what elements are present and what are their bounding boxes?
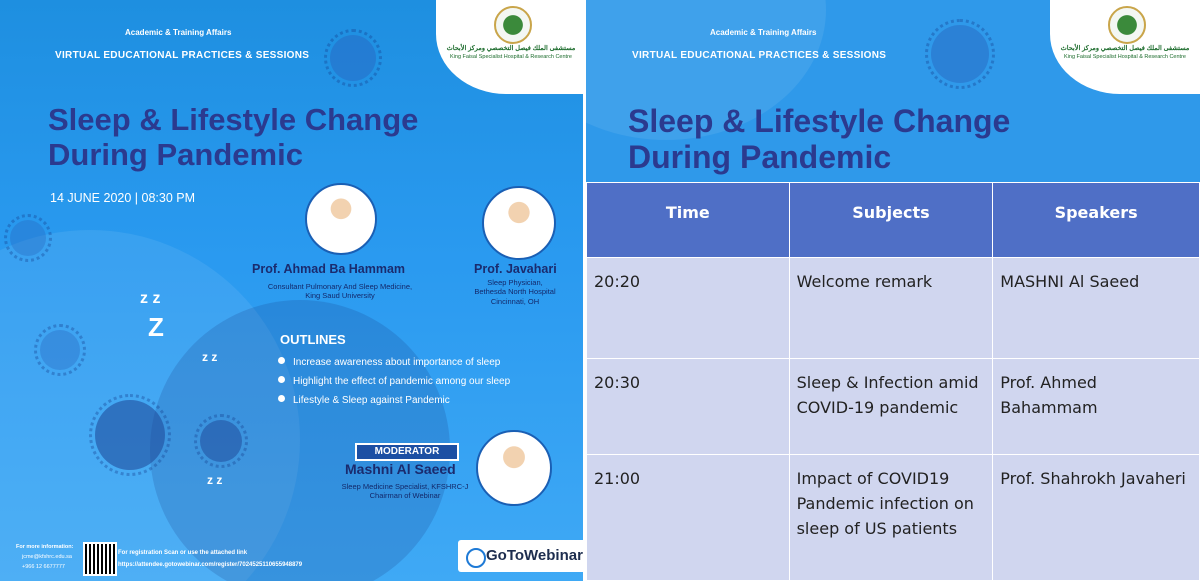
speaker-desc: [240, 282, 440, 301]
virus-icon: [931, 25, 989, 83]
table-row: [587, 258, 1200, 359]
event-date: 14 JUNE 2020 | 08:30 PM: [50, 191, 195, 205]
logo-english-text: King Faisal Specialist Hospital & Research Centre: [1064, 54, 1186, 60]
speaker-name: Prof. Javahari: [474, 262, 557, 276]
speaker-photo-avatar: [305, 183, 377, 255]
table-row: [587, 359, 1200, 455]
outline-item: [278, 376, 510, 387]
moderator-photo-avatar: [476, 430, 552, 506]
sleep-z-icon: z z: [202, 350, 218, 364]
palm-emblem-icon: [1108, 6, 1146, 44]
sleep-z-icon: z z: [140, 290, 161, 307]
logo-arabic-text: مستشفى الملك فيصل التخصصي ومركز الأبحاث: [446, 45, 576, 52]
moderator-desc-line: Chairman of Webinar: [369, 491, 441, 501]
bullet-icon: [278, 357, 285, 364]
speaker-desc-line: Cincinnati, OH: [490, 296, 540, 306]
virus-icon: [330, 35, 376, 81]
column-header-subjects: Subjects: [789, 183, 993, 258]
sleep-z-icon: Z: [148, 312, 164, 342]
registration-note: For registration Scan or use the attached link: [118, 550, 248, 556]
poster-title-line2: During Pandemic: [48, 137, 303, 172]
speaker-cell: MASHNI Al Saeed: [993, 258, 1200, 359]
speaker-desc-line: Bethesda North Hospital: [474, 287, 556, 297]
poster-footer: [8, 540, 583, 578]
moderator-name: Mashni Al Saeed: [345, 461, 456, 477]
moderator-badge: MODERATOR: [355, 443, 459, 461]
registration-qr-code[interactable]: [83, 542, 117, 576]
series-label: VIRTUAL EDUCATIONAL PRACTICES & SESSIONS: [55, 50, 310, 61]
subject-cell: Impact of COVID19 Pandemic infection on sleep of US patients: [789, 455, 993, 581]
logo-english-text: King Faisal Specialist Hospital & Research Centre: [450, 54, 572, 60]
palm-emblem-icon: [494, 6, 532, 44]
virus-icon: [200, 420, 242, 462]
time-cell: 20:30: [587, 359, 790, 455]
outlines-heading: OUTLINES: [280, 332, 346, 347]
hospital-logo: [1050, 0, 1200, 94]
schedule-table: [586, 182, 1200, 581]
logo-arabic-text: مستشفى الملك فيصل التخصصي ومركز الأبحاث: [1060, 45, 1190, 52]
column-header-time: Time: [587, 183, 790, 258]
speaker-desc-line: Sleep Physician,: [487, 278, 543, 287]
outline-text: Highlight the effect of pandemic among our sleep: [293, 376, 511, 387]
table-row: [587, 455, 1200, 581]
sleep-z-icon: z z: [207, 473, 223, 487]
speaker-photo-avatar: [482, 186, 556, 260]
outline-item: [278, 357, 500, 368]
outline-text: Lifestyle & Sleep against Pandemic: [293, 395, 450, 406]
org-label: Academic & Training Affairs: [125, 28, 232, 37]
column-header-speakers: Speakers: [993, 183, 1200, 258]
schedule-poster: [586, 0, 1200, 581]
speaker-cell: Prof. Ahmed Bahammam: [993, 359, 1200, 455]
bullet-icon: [278, 395, 285, 402]
speaker-desc-line: Consultant Pulmonary And Sleep Medicine,: [267, 282, 413, 291]
registration-link[interactable]: https://attendee.gotowebinar.com/register/7024525110655948879: [118, 562, 303, 568]
email-text[interactable]: jcme@kfshrc.edu.sa: [22, 554, 72, 560]
speaker-name: Prof. Ahmad Ba Hammam: [252, 262, 406, 276]
virus-icon: [95, 400, 165, 470]
schedule-title-line2: During Pandemic: [628, 139, 892, 175]
bullet-icon: [278, 376, 285, 383]
gotowebinar-brand: GoToWebinar: [486, 547, 583, 564]
hospital-logo: [436, 0, 586, 94]
more-info-label: For more information:: [16, 544, 74, 550]
virus-icon: [40, 330, 80, 370]
phone-text: +966 12 6677777: [22, 564, 65, 570]
gotowebinar-flower-icon: [466, 548, 486, 568]
subject-cell: Sleep & Infection amid COVID-19 pandemic: [789, 359, 993, 455]
gotowebinar-logo: [458, 540, 586, 572]
series-label: VIRTUAL EDUCATIONAL PRACTICES & SESSIONS: [632, 50, 887, 61]
outline-text: Increase awareness about importance of sleep: [293, 357, 501, 368]
schedule-title-line1: Sleep & Lifestyle Change: [628, 103, 1011, 139]
table-header-row: [587, 183, 1200, 258]
speaker-desc-line: King Saud University: [305, 291, 375, 301]
outline-item: [278, 395, 450, 406]
virus-icon: [10, 220, 46, 256]
moderator-desc: [335, 482, 475, 501]
moderator-desc-line: Sleep Medicine Specialist, KFSHRC-J: [341, 482, 469, 491]
speaker-desc: [450, 278, 580, 306]
time-cell: 20:20: [587, 258, 790, 359]
poster-title-line1: Sleep & Lifestyle Change: [48, 102, 419, 137]
org-label: Academic & Training Affairs: [710, 28, 817, 37]
subject-cell: Welcome remark: [789, 258, 993, 359]
speaker-cell: Prof. Shahrokh Javaheri: [993, 455, 1200, 581]
time-cell: 21:00: [587, 455, 790, 581]
webinar-poster: [0, 0, 586, 581]
